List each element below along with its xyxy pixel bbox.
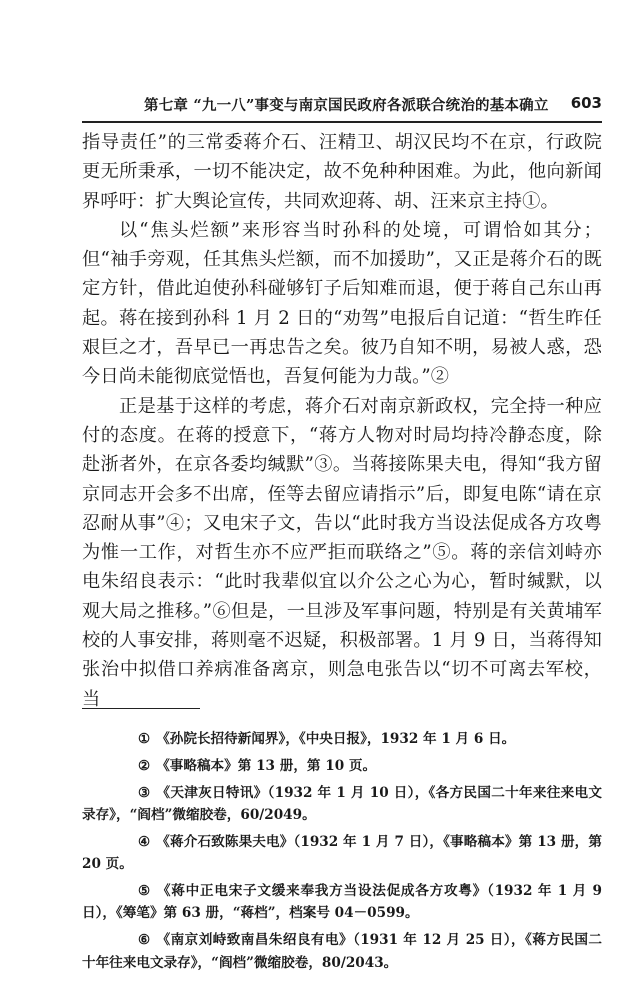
paragraph-continued: 指导责任”的三常委蒋介石、汪精卫、胡汉民均不在京，行政院更无所秉承，一切不能决定，故不免种种困难。为此，他向新闻界呼吁：扩大舆论宣传，共同欢迎蒋、胡、汪来京主持①。 [82,132,602,212]
footnote-mark: ① [138,731,151,747]
footnote [82,782,602,827]
footnote-text: 《蒋介石致陈果夫电》（1932 年 1 月 7 日），《事略稿本》第 13 册，第 20 页。 [82,833,602,873]
footnotes [82,728,602,978]
paragraph: 正是基于这样的考虑，蒋介石对南京新政权，完全持一种应付的态度。在蒋的授意下，“蒋方人物对时局均持冷静态度，除赴浙者外，在京各委均缄默”③。当蒋接陈果夫电，得知“我方留京同志开会多不出席，侄等去留应请指示”后，即复电陈“请在京忍耐从事”④；又电宋子文，告以“此时我方当设法促成各方攻粤为惟一工作，对哲生亦不应严拒而联络之”⑤。蒋的亲信刘峙亦电朱绍良表示：“此时我辈似宜以介公之心为心，暂时缄默，以观大局之推移。”⑥但是，一旦涉及军事问题，特别是有关黄埔军校的人事安排，蒋则毫不迟疑，积极部署。1 月 9 日，当蒋得知张治中拟借口养病准备离京，则急电张告以“切不可离去军校，当 [82,395,602,710]
footnote-rule [82,708,200,709]
footnote-mark: ⑤ [138,883,151,899]
footnote [82,755,602,777]
footnote-mark: ② [138,757,151,774]
body-text [82,128,602,714]
footnote [82,831,602,876]
footnote-text: 《事略稿本》第 13 册，第 10 页。 [156,757,377,774]
page-number: 603 [570,94,602,112]
footnote [82,929,602,974]
footnote-mark: ④ [138,833,151,850]
footnote-text: 《蒋中正电宋子文缓来奉我方当设法促成各方攻粤》（1932 年 1 月 9 日），《筹笔》第 63 册，“蒋档”，档案号 04－0599。 [82,883,602,922]
footnote [82,880,602,925]
footnote-text: 《天津灰日特讯》（1932 年 1 月 10 日），《各方民国二十年来往来电文录存》，“阎档”微缩胶卷，60/2049。 [82,784,602,823]
footnote-mark: ③ [138,784,151,801]
footnote-text: 《南京刘峙致南昌朱绍良有电》（1931 年 12 月 25 日），《蒋方民国二十年往来电文录存》，“阎档”微缩胶卷，80/2043。 [82,932,602,971]
paragraph: 以“焦头烂额”来形容当时孙科的处境，可谓恰如其分；但“袖手旁观，任其焦头烂额，而不加援助”，又正是蒋介石的既定方针，借此迫使孙科碰够钉子后知难而退，便于蒋自己东山再起。蒋在接到孙科 1 月 2 日的“劝驾”电报后自记道：“哲生昨任艰巨之才，吾早已一再忠告之矣。彼乃自知不明，易被人惑，恐今日尚未能彻底觉悟也，吾复何能为力哉。”② [82,219,602,388]
chapter-title: 第七章 “九一八”事变与南京国民政府各派联合统治的基本确立 [144,97,549,114]
header-rule [82,121,602,123]
footnote-mark: ⑥ [138,932,151,949]
footnote-text: 《孙院长招待新闻界》，《中央日报》，1932 年 1 月 6 日。 [156,731,516,747]
running-header [82,94,602,118]
footnote [82,728,602,750]
